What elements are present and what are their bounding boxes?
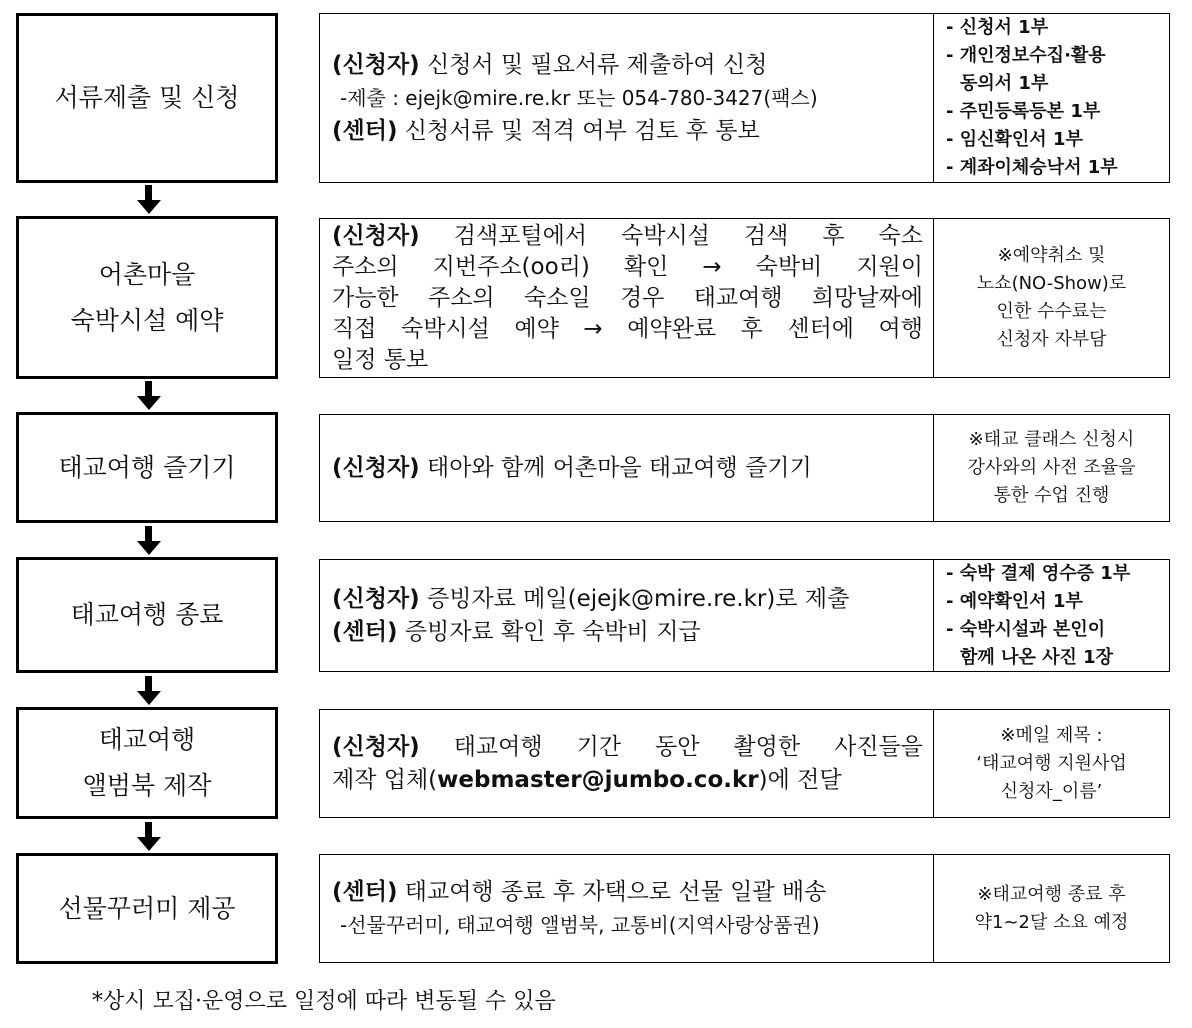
note-line: 약1~2달 소요 예정 [974, 911, 1129, 933]
step-note [934, 855, 1169, 962]
step-description [320, 710, 934, 817]
step-title: 어촌마을 [98, 259, 196, 289]
note-line: 통한 수업 진행 [993, 485, 1110, 506]
note-line: 신청자_이름’ [1000, 780, 1103, 802]
note-line: ‘태교여행 지원사업 [976, 752, 1127, 774]
note-line: ※예약취소 및 [997, 245, 1106, 266]
description-text: 신청서 및 필요서류 제출하여 신청 [419, 51, 768, 78]
role-label: (신청자) [332, 585, 420, 612]
description-text: 태아와 함께 어촌마을 태교여행 즐기기 [419, 454, 812, 481]
document-item: 동의서 1부 [960, 73, 1049, 94]
description-text: 가능한 주소의 숙소일 경우 태교여행 희망날짜에 [332, 284, 923, 311]
description-text: 제작 업체( [332, 766, 438, 793]
step-title: 서류제출 및 신청 [54, 83, 240, 112]
step-note [934, 710, 1169, 817]
step-detail-6 [319, 854, 1170, 963]
description-text: 일정 통보 [332, 346, 429, 373]
note-line: 인한 수수료는 [996, 301, 1107, 322]
step-box-4 [16, 557, 278, 673]
description-text: 주소의 지번주소(oo리) 확인 → 숙박비 지원이 [332, 253, 923, 280]
note-line: ※태교여행 종료 후 [977, 883, 1126, 905]
document-item: - 계좌이체승낙서 1부 [946, 157, 1118, 178]
step-title: 태교여행 종료 [70, 600, 224, 629]
note-line: 강사와의 사전 조율을 [967, 457, 1136, 478]
step-title: 앨범북 제작 [82, 771, 212, 800]
step-title: 선물꾸러미 제공 [58, 893, 236, 923]
document-item: 함께 나온 사진 1장 [960, 646, 1114, 668]
step-detail-1 [319, 13, 1170, 183]
role-label: (센터) [332, 117, 398, 144]
document-item: - 개인정보수집·활용 [946, 45, 1106, 66]
down-arrow-icon [137, 381, 161, 411]
step-detail-4 [319, 559, 1170, 672]
document-item: - 예약확인서 1부 [946, 590, 1083, 612]
vendor-email: webmaster@jumbo.co.kr [437, 766, 759, 793]
description-text: 검색포털에서 숙박시설 검색 후 숙소 [419, 222, 923, 249]
role-label: (신청자) [332, 733, 420, 760]
down-arrow-icon [137, 822, 161, 852]
step-description [320, 415, 934, 521]
description-subtext: -제출 : ejejk@mire.re.kr 또는 054-780-3427(팩스) [340, 85, 818, 110]
document-item: - 신청서 1부 [946, 17, 1049, 38]
step-note [934, 219, 1169, 377]
document-item: - 주민등록등본 1부 [946, 101, 1101, 122]
document-item: - 숙박 결제 영수증 1부 [946, 562, 1131, 584]
description-text: 증빙자료 메일(ejejk@mire.re.kr)로 제출 [419, 585, 850, 612]
note-line: ※태교 클래스 신청시 [968, 429, 1135, 450]
down-arrow-icon [137, 526, 161, 556]
footnote: *상시 모집·운영으로 일정에 따라 변동될 수 있음 [92, 989, 556, 1014]
step-note [934, 415, 1169, 521]
step-box-2 [16, 216, 278, 379]
note-line: ※메일 제목 : [1000, 724, 1103, 746]
role-label: (신청자) [332, 222, 420, 249]
description-text: 직접 숙박시설 예약 → 예약완료 후 센터에 여행 [332, 315, 923, 342]
step-title: 숙박시설 예약 [70, 305, 224, 335]
required-documents [934, 560, 1169, 671]
description-text: )에 전달 [758, 766, 842, 793]
step-box-6 [16, 853, 278, 964]
step-detail-2 [319, 218, 1170, 378]
step-description [320, 14, 934, 182]
step-detail-5 [319, 709, 1170, 818]
step-box-1 [16, 13, 278, 183]
step-description [320, 219, 934, 377]
role-label: (센터) [332, 618, 398, 645]
required-documents [934, 14, 1169, 182]
step-box-5 [16, 707, 278, 819]
document-item: - 숙박시설과 본인이 [946, 618, 1106, 640]
note-line: 노쇼(NO-Show)로 [976, 273, 1127, 294]
step-title: 태교여행 [98, 725, 196, 754]
step-description [320, 855, 934, 962]
description-text: 태교여행 기간 동안 촬영한 사진들을 [419, 733, 923, 760]
step-title: 태교여행 즐기기 [58, 452, 236, 482]
description-text: 신청서류 및 적격 여부 검토 후 통보 [397, 117, 760, 144]
down-arrow-icon [137, 185, 161, 215]
description-subtext: -선물꾸러미, 태교여행 앨범북, 교통비(지역사랑상품권) [340, 912, 820, 937]
note-line: 신청자 자부담 [996, 329, 1107, 350]
step-box-3 [16, 412, 278, 523]
down-arrow-icon [137, 676, 161, 706]
role-label: (신청자) [332, 454, 420, 481]
role-label: (센터) [332, 878, 398, 905]
document-item: - 임신확인서 1부 [946, 129, 1083, 150]
step-description [320, 560, 934, 671]
description-text: 증빙자료 확인 후 숙박비 지급 [397, 618, 701, 645]
description-text: 태교여행 종료 후 자택으로 선물 일괄 배송 [397, 878, 827, 905]
role-label: (신청자) [332, 51, 420, 78]
step-detail-3 [319, 414, 1170, 522]
